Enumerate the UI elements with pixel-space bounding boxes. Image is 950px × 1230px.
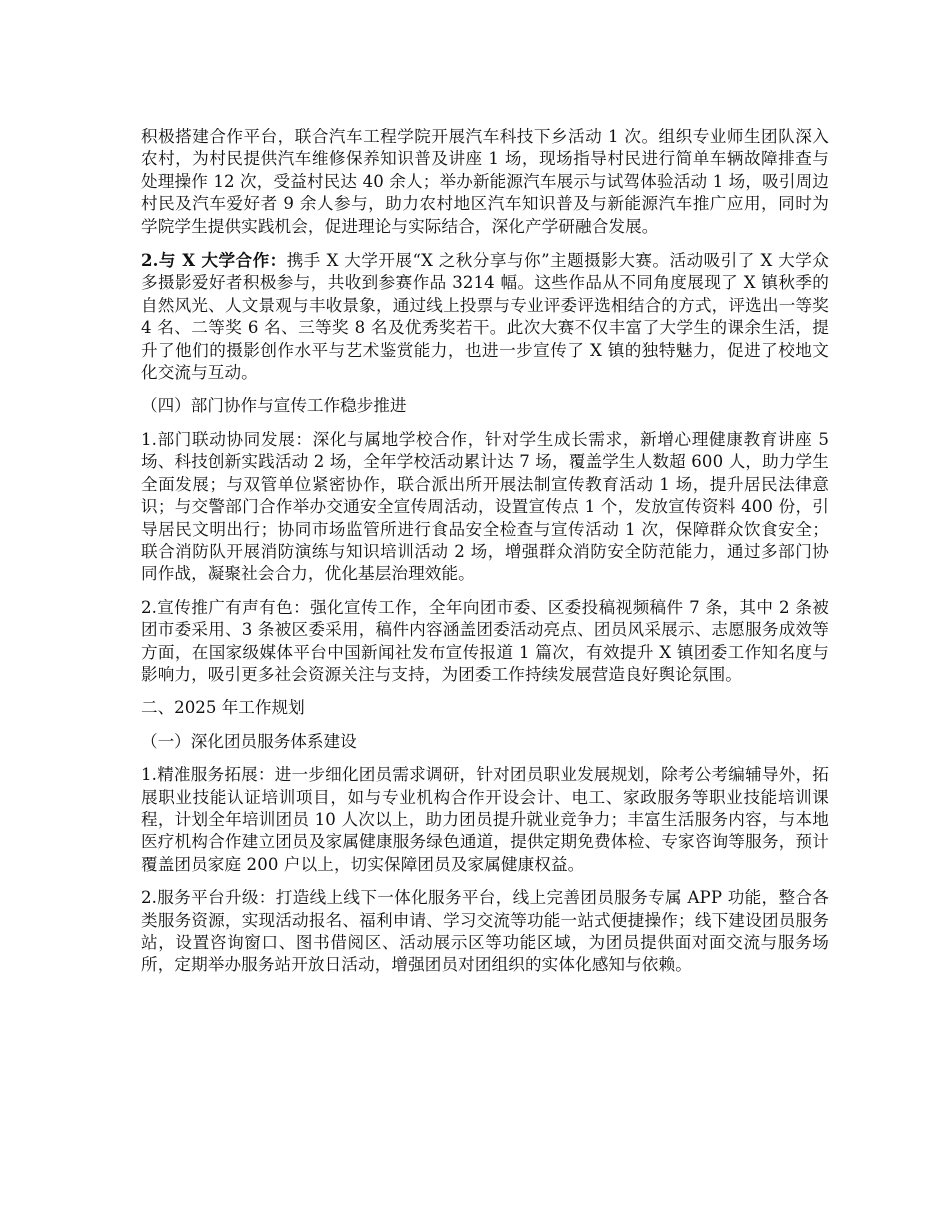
paragraph-text: 1.精准服务拓展：进一步细化团员需求调研，针对团员职业发展规划，除考公考编辅导外，拓展职业技能认证培训项目，如与专业机构合作开设会计、电工、家政服务等职业技能培训课程，计划全年培训团员 10 人次以上，助力团员提升就业竞争力；丰富生活服务内容，与本地医疗机构合作建立团员及家属健康服务绿色通道，提供定期免费体检、专家咨询等服务，预计覆盖团员家庭 200 户以上，切实保障团员及家属健康权益。 xyxy=(141,765,829,874)
heading-text: 二、2025 年工作规划 xyxy=(141,698,305,718)
section-heading-member-service xyxy=(141,731,829,753)
paragraph-lead: 2.与 X 大学合作： xyxy=(141,250,287,271)
paragraph-platform-upgrade xyxy=(141,887,829,977)
document-page xyxy=(141,126,829,988)
paragraph-precise-service xyxy=(141,764,829,876)
section-heading-department-cooperation xyxy=(141,395,829,417)
paragraph-text: 2.服务平台升级：打造线上线下一体化服务平台，线上完善团员服务专属 APP 功能，整合各类服务资源，实现活动报名、福利申请、学习交流等功能一站式便捷操作；线下建设团员服务站，设置咨询窗口、图书借阅区、活动展示区等功能区域，为团员提供面对面交流与服务场所，定期举办服务站开放日活动，增强团员对团组织的实体化感知与依赖。 xyxy=(141,888,829,975)
paragraph-auto-tech-outreach xyxy=(141,126,829,238)
paragraph-publicity xyxy=(141,597,829,687)
paragraph-text: 1.部门联动协同发展：深化与属地学校合作，针对学生成长需求，新增心理健康教育讲座 5 场、科技创新实践活动 2 场，全年学校活动累计达 7 场，覆盖学生人数超 600 人，助力学生全面发展；与双管单位紧密协作，联合派出所开展法制宣传教育活动 1 场，提升居民法律意识；与交警部门合作举办交通安全宣传周活动，设置宣传点 1 个，发放宣传资料 400 份，引导居民文明出行；协同市场监管所进行食品安全检查与宣传活动 1 次，保障群众饮食安全；联合消防队开展消防演练与知识培训活动 2 场，增强群众消防安全防范能力，通过多部门协同作战，凝聚社会合力，优化基层治理效能。 xyxy=(141,429,829,584)
paragraph-text: 携手 X 大学开展“X 之秋分享与你”主题摄影大赛。活动吸引了 X 大学众多摄影爱好者积极参与，共收到参赛作品 3214 幅。这些作品从不同角度展现了 X 镇秋季的自然风光、人文景观与丰收景象，通过线上投票与专业评委评选相结合的方式，评选出一等奖 4 名、二等奖 6 名、三等奖 8 名及优秀奖若干。此次大赛不仅丰富了大学生的课余生活，提升了他们的摄影创作水平与艺术鉴赏能力，也进一步宣传了 X 镇的独特魅力，促进了校地文化交流与互动。 xyxy=(141,251,829,383)
section-heading-2025-plan xyxy=(141,697,829,719)
paragraph-department-linkage xyxy=(141,429,829,586)
heading-text: （一）深化团员服务体系建设 xyxy=(141,731,357,751)
paragraph-text: 2.宣传推广有声有色：强化宣传工作，全年向团市委、区委投稿视频稿件 7 条，其中 2 条被团市委采用、3 条被区委采用，稿件内容涵盖团委活动亮点、团员风采展示、志愿服务成效等方面，在国家级媒体平台中国新闻社发布宣传报道 1 篇次，有效提升 X 镇团委工作知名度与影响力，吸引更多社会资源关注与支持，为团委工作持续发展营造良好舆论氛围。 xyxy=(141,597,829,684)
paragraph-university-cooperation xyxy=(141,249,829,384)
paragraph-text: 积极搭建合作平台，联合汽车工程学院开展汽车科技下乡活动 1 次。组织专业师生团队深入农村，为村民提供汽车维修保养知识普及讲座 1 场，现场指导村民进行简单车辆故障排查与处理操作 12 次，受益村民达 40 余人；举办新能源汽车展示与试驾体验活动 1 场，吸引周边村民及汽车爱好者 9 余人参与，助力农村地区汽车知识普及与新能源汽车推广应用，同时为学院学生提供实践机会，促进理论与实际结合，深化产学研融合发展。 xyxy=(141,127,829,236)
heading-text: （四）部门协作与宣传工作稳步推进 xyxy=(141,396,407,416)
